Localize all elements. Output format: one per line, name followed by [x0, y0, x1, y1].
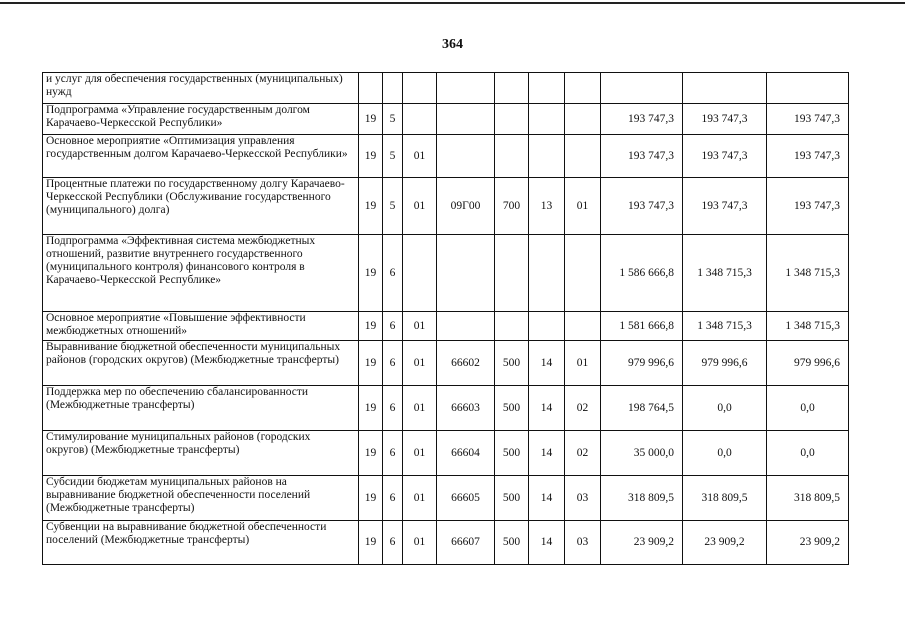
cell-value-2: 23 909,2 — [683, 521, 767, 565]
table-row — [43, 235, 849, 312]
cell-code-5: 500 — [495, 386, 529, 431]
row-name: Выравнивание бюджетной обеспеченности муниципальных районов (городских округов) (Межбюджетные трансферты) — [43, 341, 359, 386]
table-row — [43, 341, 849, 386]
cell-value-2: 0,0 — [683, 386, 767, 431]
scan-edge-line — [0, 2, 905, 4]
cell-code-2: 6 — [383, 341, 403, 386]
cell-code-3 — [403, 235, 437, 312]
cell-code-7: 03 — [565, 476, 601, 521]
cell-code-2: 6 — [383, 521, 403, 565]
cell-code-3: 01 — [403, 476, 437, 521]
cell-code-3 — [403, 73, 437, 104]
cell-code-5 — [495, 104, 529, 135]
cell-code-6: 14 — [529, 476, 565, 521]
cell-code-3: 01 — [403, 386, 437, 431]
table-row — [43, 73, 849, 104]
cell-value-1: 1 586 666,8 — [601, 235, 683, 312]
row-name: Основное мероприятие «Повышение эффективности межбюджетных отношений» — [43, 312, 359, 341]
cell-code-4: 66605 — [437, 476, 495, 521]
cell-code-6: 13 — [529, 178, 565, 235]
cell-value-3: 1 348 715,3 — [767, 235, 849, 312]
cell-value-2: 1 348 715,3 — [683, 235, 767, 312]
cell-value-2: 193 747,3 — [683, 178, 767, 235]
cell-code-4: 66603 — [437, 386, 495, 431]
cell-code-2: 5 — [383, 178, 403, 235]
table-row — [43, 104, 849, 135]
cell-code-5: 500 — [495, 521, 529, 565]
cell-value-2: 1 348 715,3 — [683, 312, 767, 341]
cell-value-2 — [683, 73, 767, 104]
cell-code-5: 700 — [495, 178, 529, 235]
table-row — [43, 431, 849, 476]
cell-code-5: 500 — [495, 341, 529, 386]
table-row — [43, 476, 849, 521]
cell-value-3: 0,0 — [767, 386, 849, 431]
cell-code-6 — [529, 73, 565, 104]
cell-value-1: 979 996,6 — [601, 341, 683, 386]
cell-code-2: 6 — [383, 476, 403, 521]
cell-value-1: 193 747,3 — [601, 178, 683, 235]
table-row — [43, 135, 849, 178]
cell-code-1: 19 — [359, 341, 383, 386]
row-name: Подпрограмма «Управление государственным долгом Карачаево-Черкесской Республики» — [43, 104, 359, 135]
cell-code-7: 01 — [565, 178, 601, 235]
cell-code-6: 14 — [529, 341, 565, 386]
cell-code-6: 14 — [529, 431, 565, 476]
cell-code-2: 5 — [383, 104, 403, 135]
cell-value-3: 1 348 715,3 — [767, 312, 849, 341]
table-row — [43, 312, 849, 341]
cell-code-3: 01 — [403, 341, 437, 386]
cell-code-2 — [383, 73, 403, 104]
table-row — [43, 386, 849, 431]
cell-code-5 — [495, 312, 529, 341]
cell-value-3: 23 909,2 — [767, 521, 849, 565]
cell-value-1: 198 764,5 — [601, 386, 683, 431]
cell-value-2: 979 996,6 — [683, 341, 767, 386]
cell-value-3: 318 809,5 — [767, 476, 849, 521]
cell-code-6: 14 — [529, 521, 565, 565]
cell-code-2: 6 — [383, 431, 403, 476]
cell-code-4 — [437, 235, 495, 312]
cell-value-2: 193 747,3 — [683, 135, 767, 178]
cell-code-7 — [565, 135, 601, 178]
cell-code-4: 66607 — [437, 521, 495, 565]
cell-code-4: 09Г00 — [437, 178, 495, 235]
cell-value-2: 0,0 — [683, 431, 767, 476]
row-name: Поддержка мер по обеспечению сбалансированности (Межбюджетные трансферты) — [43, 386, 359, 431]
cell-value-1: 193 747,3 — [601, 135, 683, 178]
cell-value-1: 193 747,3 — [601, 104, 683, 135]
cell-code-3: 01 — [403, 135, 437, 178]
cell-code-1: 19 — [359, 521, 383, 565]
row-name: Субвенции на выравнивание бюджетной обеспеченности поселений (Межбюджетные трансферты) — [43, 521, 359, 565]
cell-code-7 — [565, 235, 601, 312]
cell-code-1: 19 — [359, 431, 383, 476]
cell-code-5: 500 — [495, 476, 529, 521]
cell-code-4 — [437, 73, 495, 104]
cell-code-2: 6 — [383, 235, 403, 312]
row-name: Субсидии бюджетам муниципальных районов на выравнивание бюджетной обеспеченности поселений (Межбюджетные трансферты) — [43, 476, 359, 521]
cell-code-7 — [565, 104, 601, 135]
cell-code-6 — [529, 312, 565, 341]
cell-code-1: 19 — [359, 235, 383, 312]
cell-code-6: 14 — [529, 386, 565, 431]
cell-value-2: 193 747,3 — [683, 104, 767, 135]
cell-code-1 — [359, 73, 383, 104]
cell-code-7: 02 — [565, 386, 601, 431]
cell-code-3: 01 — [403, 312, 437, 341]
cell-code-2: 5 — [383, 135, 403, 178]
row-name: и услуг для обеспечения государственных (муниципальных) нужд — [43, 73, 359, 104]
cell-code-4: 66604 — [437, 431, 495, 476]
cell-code-1: 19 — [359, 135, 383, 178]
cell-code-3: 01 — [403, 431, 437, 476]
cell-code-4 — [437, 135, 495, 178]
cell-code-4 — [437, 104, 495, 135]
cell-value-1: 23 909,2 — [601, 521, 683, 565]
cell-code-1: 19 — [359, 178, 383, 235]
cell-value-3: 0,0 — [767, 431, 849, 476]
cell-code-4 — [437, 312, 495, 341]
cell-value-1: 1 581 666,8 — [601, 312, 683, 341]
cell-code-4: 66602 — [437, 341, 495, 386]
cell-value-3: 193 747,3 — [767, 178, 849, 235]
row-name: Процентные платежи по государственному долгу Карачаево-Черкесской Республики (Обслуживание государственного (муниципального) долга) — [43, 178, 359, 235]
cell-code-3 — [403, 104, 437, 135]
cell-code-7: 01 — [565, 341, 601, 386]
table-row — [43, 521, 849, 565]
cell-code-5 — [495, 135, 529, 178]
cell-code-7: 03 — [565, 521, 601, 565]
cell-code-1: 19 — [359, 104, 383, 135]
cell-value-1: 35 000,0 — [601, 431, 683, 476]
cell-value-3: 193 747,3 — [767, 135, 849, 178]
cell-code-6 — [529, 104, 565, 135]
cell-code-2: 6 — [383, 386, 403, 431]
cell-value-1: 318 809,5 — [601, 476, 683, 521]
row-name: Подпрограмма «Эффективная система межбюджетных отношений, развитие внутреннего государственного (муниципального контроля) финансового контроля в Карачаево-Черкесской Республике» — [43, 235, 359, 312]
cell-value-3: 193 747,3 — [767, 104, 849, 135]
cell-code-7 — [565, 312, 601, 341]
cell-code-5: 500 — [495, 431, 529, 476]
cell-code-7: 02 — [565, 431, 601, 476]
cell-code-1: 19 — [359, 312, 383, 341]
cell-code-1: 19 — [359, 386, 383, 431]
cell-code-5 — [495, 73, 529, 104]
cell-value-3 — [767, 73, 849, 104]
budget-table — [42, 72, 849, 565]
cell-code-1: 19 — [359, 476, 383, 521]
cell-value-2: 318 809,5 — [683, 476, 767, 521]
cell-value-3: 979 996,6 — [767, 341, 849, 386]
row-name: Основное мероприятие «Оптимизация управления государственным долгом Карачаево-Черкесской Республики» — [43, 135, 359, 178]
cell-code-6 — [529, 135, 565, 178]
table-row — [43, 178, 849, 235]
cell-code-3: 01 — [403, 521, 437, 565]
cell-code-5 — [495, 235, 529, 312]
cell-value-1 — [601, 73, 683, 104]
cell-code-3: 01 — [403, 178, 437, 235]
cell-code-6 — [529, 235, 565, 312]
page-number: 364 — [442, 37, 463, 52]
cell-code-2: 6 — [383, 312, 403, 341]
row-name: Стимулирование муниципальных районов (городских округов) (Межбюджетные трансферты) — [43, 431, 359, 476]
cell-code-7 — [565, 73, 601, 104]
